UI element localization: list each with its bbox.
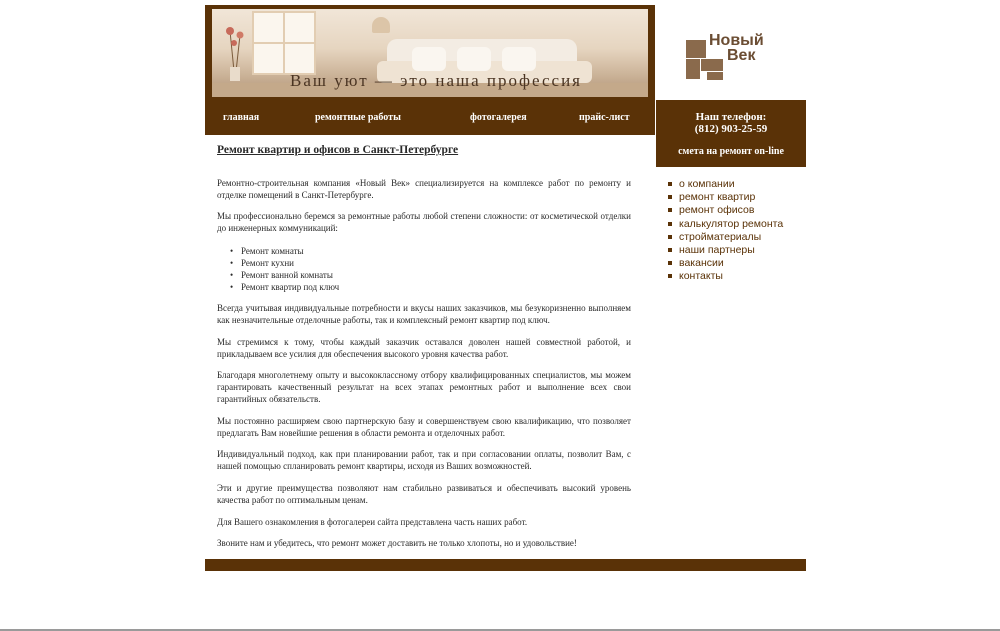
sidebar-link[interactable]: ремонт офисов: [679, 204, 755, 217]
services-list: [241, 245, 339, 293]
sidebar-link[interactable]: стройматериалы: [679, 230, 762, 243]
sidebar-item-vacancies: [667, 257, 783, 270]
square-bullet-icon: [668, 261, 672, 265]
sidebar-item-contacts: [667, 270, 783, 283]
square-bullet-icon: [668, 195, 672, 199]
list-item: • Ремонт комнаты: [241, 245, 339, 257]
phone-number: (812) 903-25-59: [694, 123, 768, 135]
sidebar-item-partners: [667, 244, 783, 257]
paragraph: Индивидуальный подход, как при планировании работ, так и при согласовании оплаты, позволит Вам, с нашей помощью спланировать ремонт квартиры, исходя из Ваших возможностей.: [217, 449, 631, 471]
sidebar-item-calculator: [667, 218, 783, 231]
intro-paragraph: Ремонтно-строительная компания «Новый Век» специализируется на комплексе работ по ремонту и отделке помещений в Санкт-Петербурге.: [217, 178, 631, 200]
nav-gallery[interactable]: фотогалерея: [470, 112, 527, 123]
online-estimate-link[interactable]: смета на ремонт on-line: [678, 146, 784, 157]
sidebar-link[interactable]: ремонт квартир: [679, 191, 756, 204]
sidebar-item-materials: [667, 231, 783, 244]
lamp-image: [372, 17, 390, 33]
paragraph: Мы постоянно расширяем свою партнерскую базу и совершенствуем свою квалификацию, что позволяет предлагать Вам новейшие решения в области ремонта и отделочных работ.: [217, 416, 631, 438]
paragraph: Для Вашего ознакомления в фотогалереи сайта представлена часть наших работ.: [217, 517, 528, 527]
paragraph: Благодаря многолетнему опыту и высококлассному отбору квалифицированных специалистов, мы можем гарантировать качественный результат на всех этапах ремонтных работ и выполнение всех свои гарантийных обязательств.: [217, 370, 631, 404]
logo-text: Новый Век: [709, 32, 764, 64]
nav-repair-works[interactable]: ремонтные работы: [315, 112, 401, 123]
sidebar-item-about: [667, 178, 783, 191]
square-bullet-icon: [668, 235, 672, 239]
window-image: [252, 11, 316, 75]
square-bullet-icon: [668, 208, 672, 212]
sidebar-link[interactable]: наши партнеры: [679, 244, 755, 257]
sidebar-link[interactable]: о компании: [679, 178, 735, 190]
paragraph: Всегда учитывая индивидуальные потребности и вкусы наших заказчиков, мы безукоризненно выполняем как незначительные отделочные работы, так и комплексный ремонт квартир под ключ.: [217, 303, 631, 325]
sidebar-item-apartment-repair: [667, 191, 783, 204]
pillow-image: [457, 47, 491, 71]
footer-bar: [205, 559, 806, 571]
phone-title: Наш телефон:: [695, 111, 767, 123]
paragraph: Мы профессионально беремся за ремонтные работы любой степени сложности: от косметической отделки до инженерных коммуникаций:: [217, 211, 631, 233]
contact-box: [656, 100, 806, 167]
interior-photo: [212, 9, 648, 97]
header-banner: [205, 5, 655, 100]
header-slogan: Ваш уют — это наша профессия: [290, 71, 582, 90]
company-logo[interactable]: [683, 31, 773, 86]
pillow-image: [412, 47, 446, 71]
sidebar-item-office-repair: [667, 204, 783, 217]
list-item: • Ремонт квартир под ключ: [241, 281, 339, 293]
square-bullet-icon: [668, 182, 672, 186]
square-bullet-icon: [668, 248, 672, 252]
paragraph: Мы стремимся к тому, чтобы каждый заказчик оставался доволен нашей совместной работой, и прикладываем все усилия для обеспечения высокого уровня качества работ.: [217, 337, 631, 359]
sidebar-link[interactable]: контакты: [679, 270, 723, 283]
paragraph: Звоните нам и убедитесь, что ремонт может доставить не только хлопоты, но и удовольствие!: [217, 538, 577, 548]
list-item: • Ремонт кухни: [241, 257, 339, 269]
sidebar-link[interactable]: вакансии: [679, 257, 724, 270]
sidebar-menu: [667, 178, 783, 284]
pillow-image: [502, 47, 536, 71]
square-bullet-icon: [668, 222, 672, 226]
site-container: [205, 5, 806, 571]
nav-home[interactable]: главная: [223, 112, 260, 123]
list-item: • Ремонт ванной комнаты: [241, 269, 339, 281]
paragraph: Эти и другие преимущества позволяют нам стабильно развиваться и обеспечивать высокий уровень качества работ по оптимальным ценам.: [217, 483, 631, 505]
sidebar-link[interactable]: калькулятор ремонта: [679, 217, 784, 230]
flowers-image: [222, 21, 248, 81]
square-bullet-icon: [668, 274, 672, 278]
main-nav: [205, 100, 655, 135]
nav-price-list[interactable]: прайс-лист: [579, 112, 630, 123]
page-title: Ремонт квартир и офисов в Санкт-Петербурге: [217, 144, 459, 156]
